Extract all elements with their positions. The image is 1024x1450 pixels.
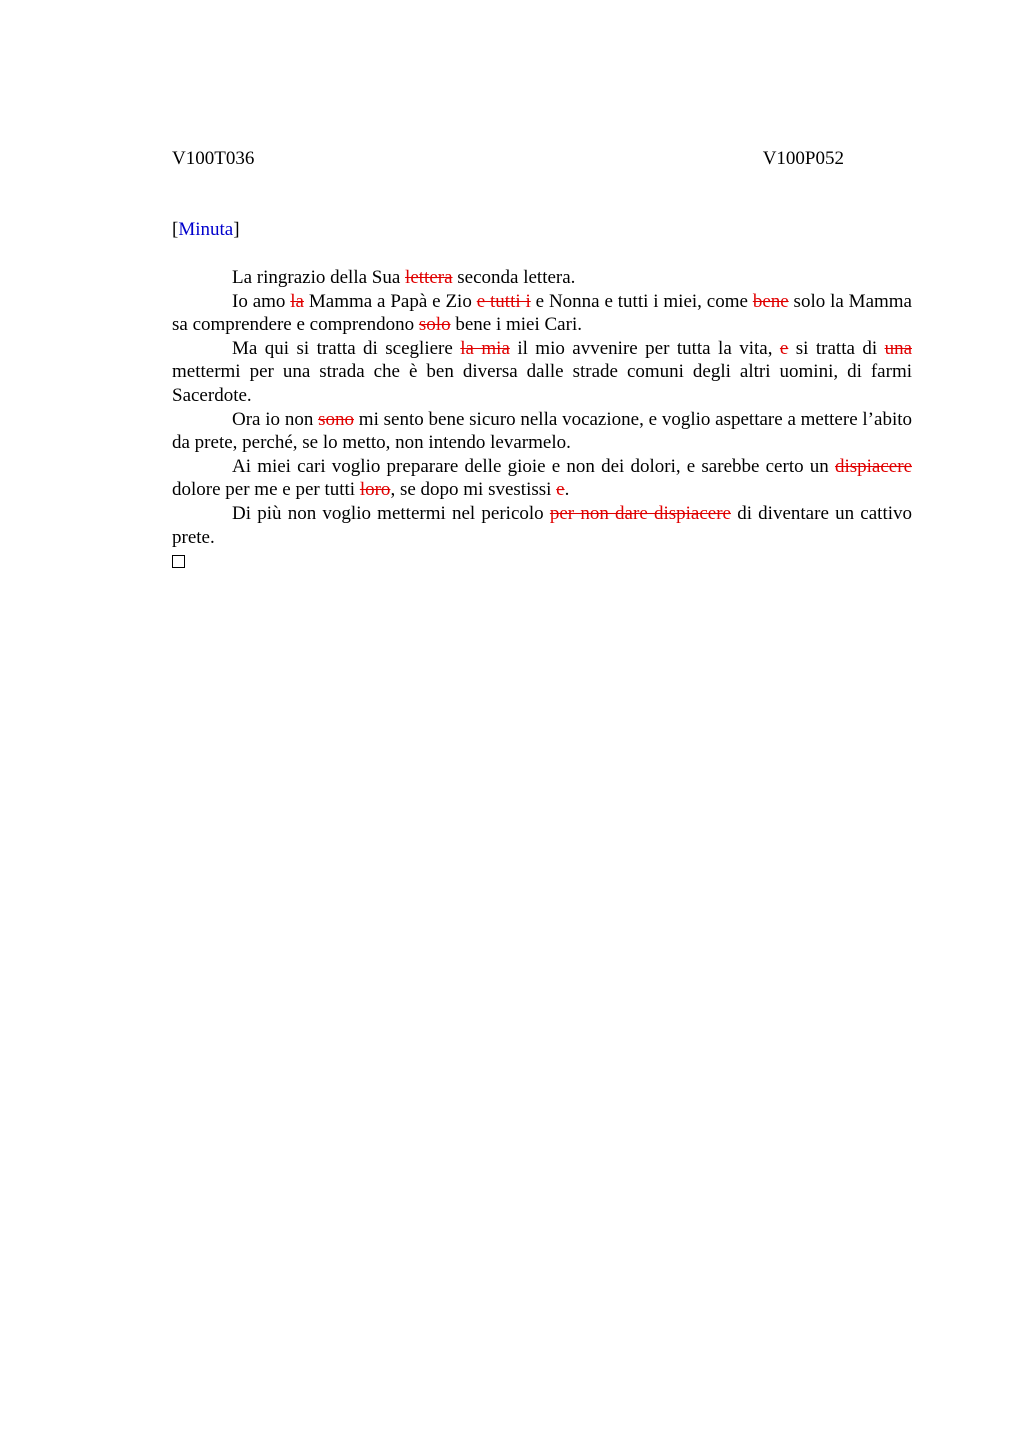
text-span: solo la Mamma sa comprendere e comprendono bbox=[172, 290, 912, 336]
end-of-document-box-icon bbox=[172, 555, 185, 568]
text-span: Mamma a Papà e Zio bbox=[304, 290, 477, 312]
text-span: seconda lettera. bbox=[452, 267, 576, 288]
text-span: Di più non voglio mettermi nel pericolo bbox=[232, 502, 550, 524]
deleted-text: e bbox=[779, 337, 789, 359]
deleted-text: la bbox=[290, 290, 304, 312]
deleted-text: e bbox=[556, 479, 565, 501]
label-text: Minuta bbox=[178, 219, 234, 240]
text-span: di diventare un cattivo prete. bbox=[172, 502, 912, 548]
text-span: . bbox=[564, 479, 570, 501]
text-span: , se dopo mi svestissi bbox=[390, 479, 557, 501]
text-span: Io amo bbox=[232, 290, 291, 312]
text-span: Ma qui si tratta di scegliere bbox=[232, 337, 461, 359]
paragraph-4 bbox=[172, 408, 912, 455]
text-span: La ringrazio della Sua bbox=[232, 267, 406, 288]
document-label bbox=[172, 218, 240, 242]
label-close-bracket: ] bbox=[233, 219, 240, 240]
letter-body bbox=[172, 266, 912, 568]
text-span: Ai miei cari voglio preparare delle gioie e non dei dolori, e sarebbe certo un bbox=[232, 455, 835, 477]
paragraph-1 bbox=[172, 266, 912, 290]
paragraph-5 bbox=[172, 455, 912, 502]
paragraph-6 bbox=[172, 502, 912, 549]
deleted-text: bene bbox=[752, 290, 789, 312]
deleted-text: sono bbox=[318, 408, 355, 430]
deleted-text: una bbox=[884, 337, 912, 359]
deleted-text: dispiacere bbox=[834, 455, 912, 477]
paragraph-3 bbox=[172, 337, 912, 408]
text-span: mi sento bene sicuro nella vocazione, e voglio aspettare a mettere l’abito da prete, perché, se lo metto, non intendo levarmelo. bbox=[172, 408, 912, 454]
deleted-text: loro bbox=[359, 479, 391, 501]
text-span: il mio avvenire per tutta la vita, bbox=[509, 337, 780, 359]
text-span: bene i miei Cari. bbox=[450, 314, 582, 336]
text-span: e Nonna e tutti i miei, come bbox=[530, 290, 753, 312]
deleted-text: lettera bbox=[405, 267, 453, 288]
deleted-text: e tutti i bbox=[476, 290, 531, 312]
text-span: Ora io non bbox=[232, 408, 319, 430]
label-open-bracket: [ bbox=[172, 219, 179, 240]
deleted-text: la mia bbox=[460, 337, 510, 359]
text-span: dolore per me e per tutti bbox=[172, 479, 360, 501]
deleted-text: per non dare dispiacere bbox=[549, 502, 731, 524]
text-span: mettermi per una strada che è ben diversa dalle strade comuni degli altri uomini, di farmi Sacerdote. bbox=[172, 361, 912, 406]
document-code-left: V100T036 bbox=[172, 148, 255, 169]
text-span: si tratta di bbox=[788, 337, 885, 359]
document-code-right: V100P052 bbox=[762, 148, 844, 169]
deleted-text: solo bbox=[418, 314, 451, 336]
paragraph-2 bbox=[172, 290, 912, 337]
page-header bbox=[172, 147, 844, 171]
